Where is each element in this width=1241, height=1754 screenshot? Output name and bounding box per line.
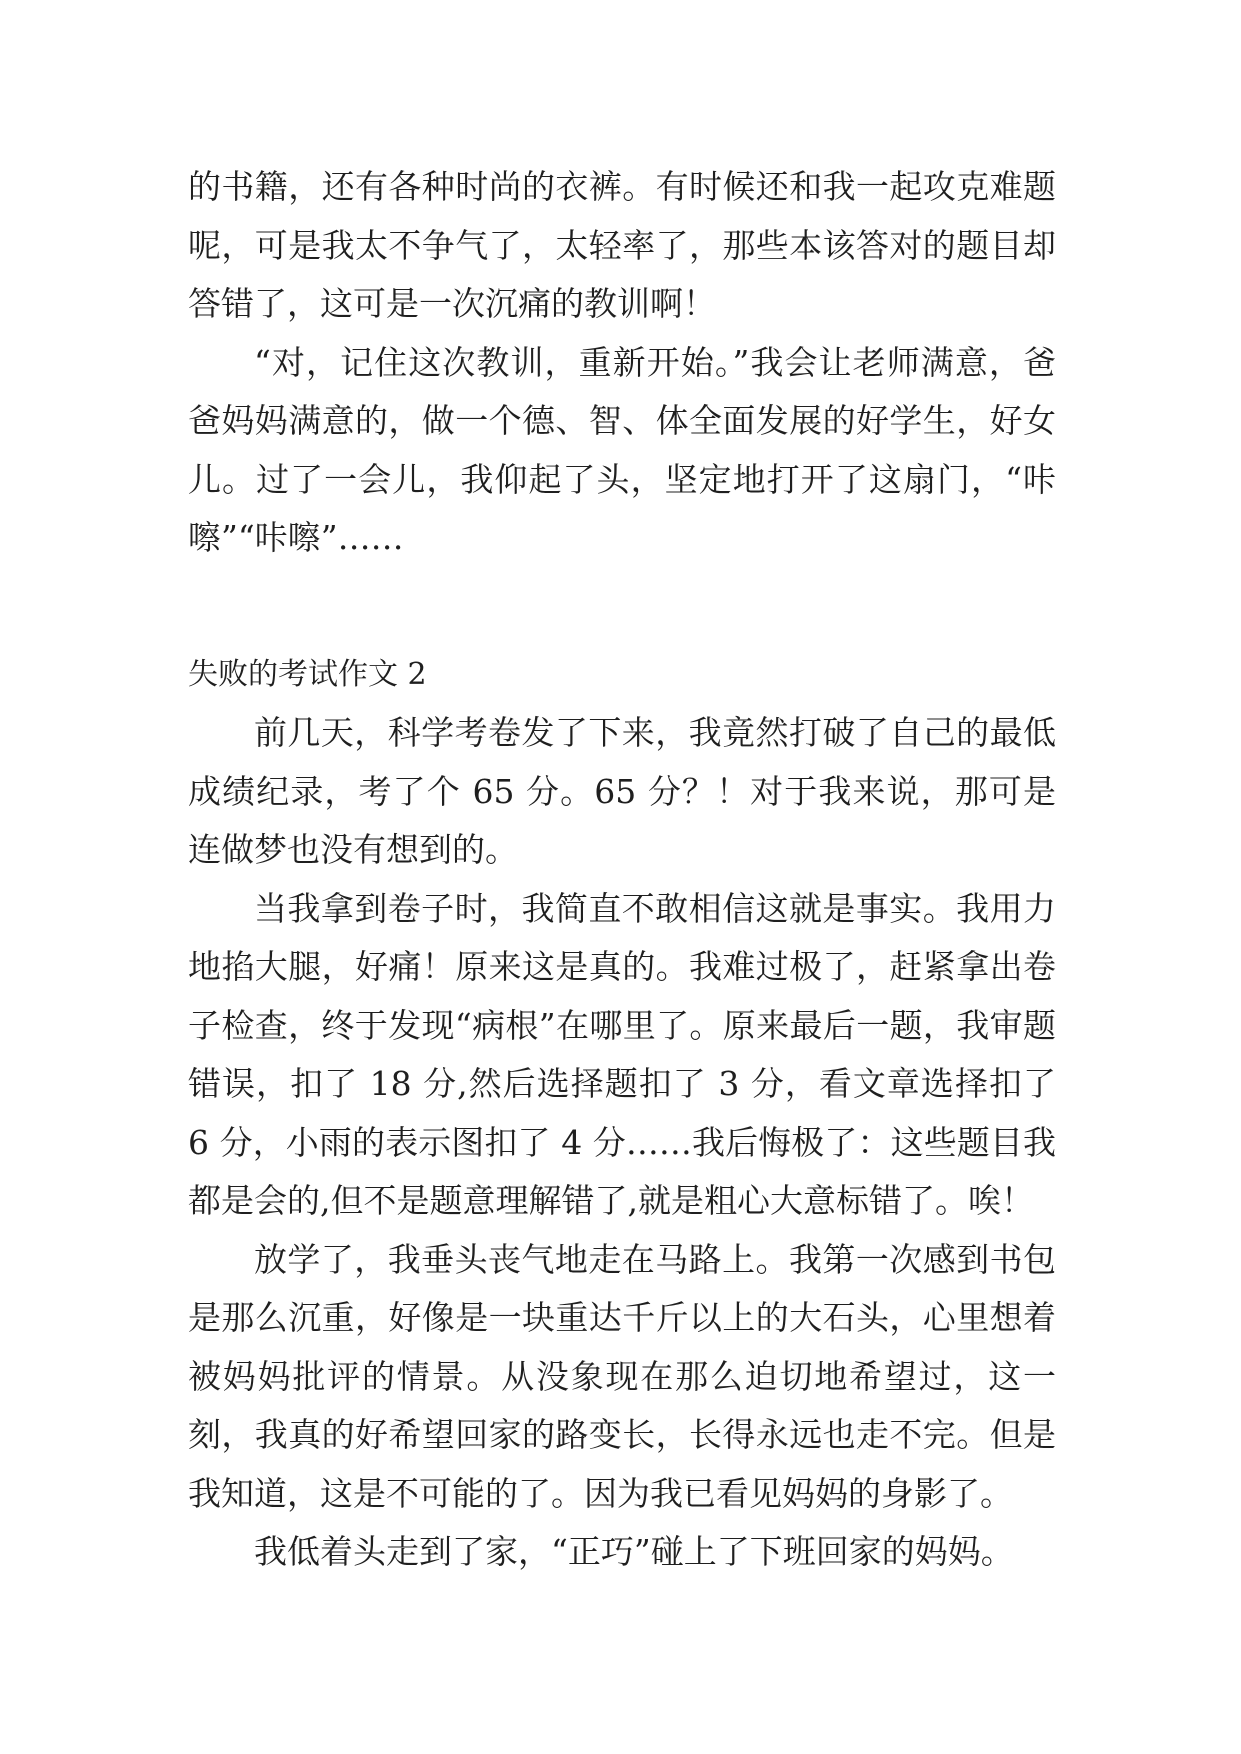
paragraph: “对，记住这次教训，重新开始。”我会让老师满意，爸爸妈妈满意的，做一个德、智、体全面发展的好学生，好女儿。过了一会儿，我仰起了头，坚定地打开了这扇门，“咔嚓”“咔嚓”……: [188, 342, 1056, 557]
paragraph: 放学了，我垂头丧气地走在马路上。我第一次感到书包是那么沉重，好像是一块重达千斤以上的大石头，心里想着被妈妈批评的情景。从没象现在那么迫切地希望过，这一刻，我真的好希望回家的路变长，长得永远也走不完。但是我知道，这是不可能的了。因为我已看见妈妈的身影了。: [188, 1239, 1056, 1513]
paragraph: 当我拿到卷子时，我简直不敢相信这就是事实。我用力地掐大腿，好痛！原来这是真的。我难过极了，赶紧拿出卷子检查，终于发现“病根”在哪里了。原来最后一题，我审题错误，扣了 18 分,然后选择题扣了 3 分，看文章选择扣了 6 分，小雨的表示图扣了 4 分……我后悔极了：这些题目我都是会的,但不是题意理解错了,就是粗心大意标错了。唉！: [188, 888, 1056, 1220]
paragraph: 前几天，科学考卷发了下来，我竟然打破了自己的最低成绩纪录，考了个 65 分。65 分？！对于我来说，那可是连做梦也没有想到的。: [188, 713, 1056, 869]
paragraph: 我低着头走到了家，“正巧”碰上了下班回家的妈妈。: [254, 1532, 1014, 1571]
paragraph: 的书籍，还有各种时尚的衣裤。有时候还和我一起攻克难题呢，可是我太不争气了，太轻率了，那些本该答对的题目却答错了，这可是一次沉痛的教训啊！: [188, 167, 1056, 323]
essay-title: 失败的考试作文 2: [188, 656, 427, 692]
document-page: [188, 158, 1056, 1582]
section-spacer: [188, 568, 1056, 646]
